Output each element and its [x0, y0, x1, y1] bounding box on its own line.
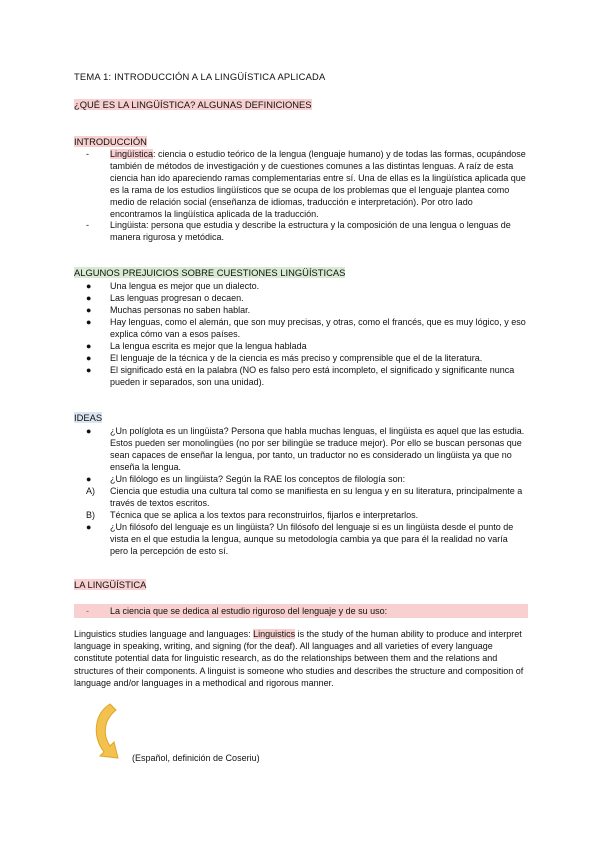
intro-item: [86, 219, 526, 243]
list-item: [86, 485, 526, 509]
list-item-text: Muchas personas no saben hablar.: [110, 305, 251, 315]
list-item-text: ¿Un filósofo del lenguaje es un lingüista? Un filósofo del lenguaje si es un lingüista desde el punto de vista en el que estudia la lengua, aunque su metodología cambia ya que para él la realidad no varía pero la percepción de esto sí.: [110, 522, 514, 556]
curved-arrow-icon: [88, 700, 128, 762]
intro-item: [86, 148, 526, 220]
term-linguistica: Lingüística: [110, 149, 154, 159]
prejuicios-list: [86, 280, 526, 388]
list-item-text: La lengua escrita es mejor que la lengua hablada: [110, 341, 307, 351]
list-item: [86, 304, 526, 316]
dash-marker: -: [86, 220, 89, 230]
bullet: ●: [86, 426, 92, 436]
linguistics-paragraph: [74, 628, 528, 689]
term-linguistics: Linguistics: [253, 629, 296, 639]
list-item: [86, 364, 526, 388]
list-item-text: Las lenguas progresan o decaen.: [110, 293, 244, 303]
list-item: [86, 316, 526, 340]
bullet: ●: [86, 317, 92, 327]
list-item: [86, 473, 526, 485]
prejuicios-heading: [74, 267, 345, 280]
ideas-heading: [74, 412, 102, 425]
list-item: [86, 425, 526, 473]
section-definitions-heading: [74, 99, 312, 112]
list-item-text: ¿Un políglota es un lingüista? Persona que habla muchas lenguas, el lingüista es aquel que las estudia. Estos pueden ser monolingües (no por ser bilingüe se traduce mejor). Por ello se buscan personas que sean capaces de enseñar la lengua, por tanto, un traductor no es considerado un lingüista ya que no enseña la lengua.: [110, 426, 525, 472]
list-item: [86, 280, 526, 292]
letter-marker: A): [86, 486, 95, 496]
intro-heading-text: INTRODUCCIÓN: [74, 136, 147, 147]
linguistica-heading-text: LA LINGÜÍSTICA: [74, 579, 147, 590]
dash-marker: -: [86, 149, 89, 159]
definitions-heading-text: ¿QUÉ ES LA LINGÜÍSTICA? ALGUNAS DEFINICIONES: [74, 99, 312, 110]
list-item-text: Hay lenguas, como el alemán, que son muy precisas, y otras, como el francés, que es muy lógico, y eso explica cómo van a esos países.: [110, 317, 526, 339]
list-item: [86, 509, 526, 521]
bullet: ●: [86, 522, 92, 532]
coseriu-caption: (Español, definición de Coseriu): [132, 753, 260, 763]
list-item: [86, 352, 526, 364]
bullet: ●: [86, 365, 92, 375]
list-item-text: El lenguaje de la técnica y de la ciencia es más preciso y comprensible que el de la literatura.: [110, 353, 483, 363]
intro-item-body: : ciencia o estudio teórico de la lengua (lenguaje humano) y de todas las formas, ocupándose también de métodos de investigación y de cuestiones comunes a las distintas lenguas. A raíz de esta ciencia han ido apareciendo ramas complementarias entre sí. Una de ellas es la lingüística aplicada que es la rama de los estudios lingüísticos que se ocupa de los problemas que el lenguaje plantea como medio de relación social (enseñanza de idiomas, traducción e interpretación). Por otro lado encontramos la lingüística aplicada de la traducción.: [110, 149, 526, 219]
list-item: [86, 521, 526, 557]
list-item-text: Ciencia que estudia una cultura tal como se manifiesta en su lengua y en su literatura, principalmente a través de textos escritos.: [110, 486, 523, 508]
ideas-heading-text: IDEAS: [74, 412, 103, 423]
list-item-text: El significado está en la palabra (NO es falso pero está incompleto, el significado y significante nunca pueden ir separados, son una unidad).: [110, 365, 515, 387]
bullet: ●: [86, 353, 92, 363]
ideas-list: [86, 425, 526, 557]
bullet: ●: [86, 293, 92, 303]
definition-band-text: La ciencia que se dedica al estudio riguroso del lenguaje y de su uso:: [110, 606, 388, 616]
intro-heading: [74, 136, 147, 149]
list-item-text: ¿Un filólogo es un lingüista? Según la RAE los conceptos de filología son:: [110, 474, 406, 484]
linguistica-heading: [74, 579, 146, 592]
bullet: ●: [86, 281, 92, 291]
dash-marker: -: [86, 606, 89, 616]
intro-item-body: Lingüista: persona que estudia y describe la estructura y la composición de una lengua o lenguas de manera rigurosa y metódica.: [110, 220, 511, 242]
prejuicios-heading-text: ALGUNOS PREJUICIOS SOBRE CUESTIONES LINGÜÍSTICAS: [74, 267, 346, 278]
list-item: [86, 292, 526, 304]
bullet: ●: [86, 474, 92, 484]
list-item-text: Técnica que se aplica a los textos para reconstruirlos, fijarlos e interpretarlos.: [110, 510, 419, 520]
intro-item-text: [110, 148, 526, 220]
definition-band-item: [86, 605, 526, 617]
list-item: [86, 340, 526, 352]
paragraph-body: is the study of the human ability to produce and interpret language in speaking, writing, and signing (for the deaf). All languages and all varieties of every language constitute potential data for linguistic research, as do the relationships between them and the relations and structures of their components. A linguist is someone who studies and describes the structure and composition of language and/or languages in a methodical and rigorous manner.: [74, 629, 524, 688]
paragraph-intro: Linguistics studies language and languages:: [74, 629, 254, 639]
document-title: TEMA 1: INTRODUCCIÓN A LA LINGÜÍSTICA APLICADA: [74, 71, 326, 82]
bullet: ●: [86, 341, 92, 351]
list-item-text: Una lengua es mejor que un dialecto.: [110, 281, 260, 291]
letter-marker: B): [86, 510, 95, 520]
bullet: ●: [86, 305, 92, 315]
